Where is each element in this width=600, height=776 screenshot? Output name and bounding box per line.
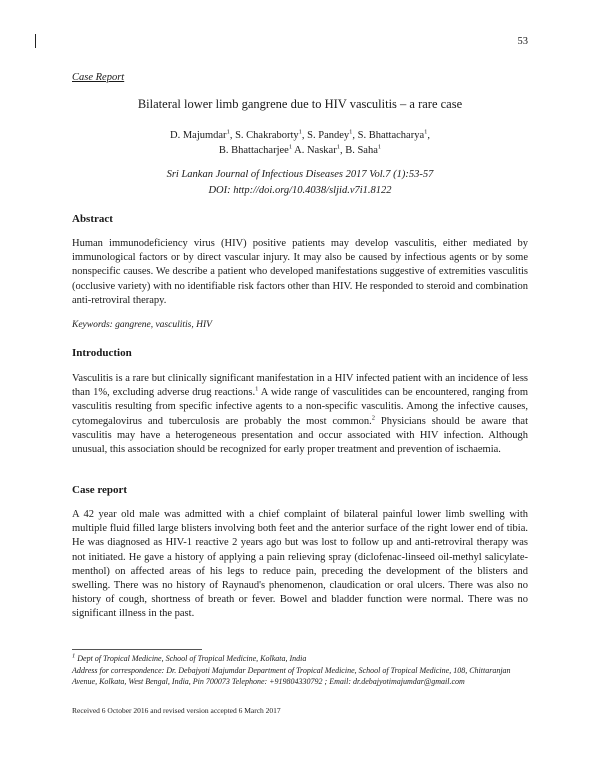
author-name: B. Saha — [345, 145, 378, 156]
affiliation-marker: 1 — [377, 143, 382, 151]
author-name: B. Bhattacharjee — [218, 145, 289, 156]
affiliation-marker: 1 — [336, 143, 340, 151]
affiliation-marker: 1 — [288, 143, 293, 151]
affiliation-marker: 1 — [298, 128, 302, 136]
author-name: S. Bhattacharya — [357, 130, 425, 141]
reference-marker: 1 — [255, 385, 259, 393]
reference-marker: 2 — [371, 414, 375, 422]
author — [358, 130, 430, 141]
page-number: 53 — [517, 36, 528, 47]
section-label: Case Report — [72, 72, 125, 83]
footnote-divider — [72, 649, 202, 650]
author — [294, 145, 345, 156]
author-separator: , — [352, 130, 358, 141]
intro-text-part: A wide range of vasculitides can be encountered, ranging from vasculitis resulting from specific infective agents to a non-specific vasculitis. Among the infective causes, cytomegalovirus and tuberculosis are probably the most common. — [72, 387, 528, 427]
case-report-heading: Case report — [72, 484, 128, 496]
affiliation-marker: 1 — [72, 652, 76, 660]
affiliation-marker: 1 — [349, 128, 353, 136]
case-report-text: A 42 year old male was admitted with a chief complaint of bilateral painful lower limb swelling with multiple fluid filled large blisters involving both feet and the anterior surface of the right lower end of tibia. He was diagnosed as HIV-1 reactive 2 years ago but was lost to follow up and anti-retroviral therapy was not initiated. He gave a history of applying a pain relieving spray (diclofenac-linseed oil-methyl salicylate-menthol) on affected areas of his legs to reduce pain, preceding the development of the blisters and swelling. There was no history of Raynaud's phenomenon, claudication or oral ulcers. There was also no history of cough, shortness of breath or fever. Bowel and bladder function were normal. There was no significant illness in the past. — [72, 509, 528, 620]
article-title: Bilateral lower limb gangrene due to HIV vasculitis – a rare case — [137, 97, 463, 111]
introduction-text — [72, 372, 528, 457]
journal-citation: Sri Lankan Journal of Infectious Diseases 2017 Vol.7 (1):53-57 — [166, 169, 434, 180]
author — [307, 130, 358, 141]
author — [170, 130, 235, 141]
abstract-heading: Abstract — [72, 213, 113, 225]
margin-mark — [35, 34, 36, 48]
keywords: Keywords: gangrene, vasculitis, HIV — [72, 320, 212, 330]
author-name: A. Naskar — [294, 145, 337, 156]
author — [235, 130, 307, 141]
author-name: S. Pandey — [307, 130, 350, 141]
author-separator: , — [229, 130, 236, 141]
affiliation-marker: 1 — [424, 128, 428, 136]
affiliation-footnote — [72, 654, 528, 665]
intro-text-part: Physicians should be aware that vasculitis may have a heterogeneous presentation and occur associated with HIV infection. Although unusual, this association should be recognized for early proper treatment and prevention of ischaemia. — [72, 415, 528, 456]
journal-info — [72, 167, 528, 199]
affiliation-text: Dept of Tropical Medicine, School of Tropical Medicine, Kolkata, India — [75, 654, 307, 663]
introduction-heading: Introduction — [72, 347, 132, 359]
affiliation-marker: 1 — [226, 128, 230, 136]
author-list — [72, 128, 528, 158]
author-separator: , — [427, 130, 430, 141]
doi-link[interactable]: DOI: http://doi.org/10.4038/sljid.v7i1.8122 — [208, 185, 392, 196]
intro-text-part: Vasculitis is a rare but clinically significant manifestation in a HIV infected patient with an incidence of less than 1%, excluding adverse drug reactions. — [72, 373, 528, 399]
author-separator: , — [301, 130, 308, 141]
author-name: D. Majumdar — [169, 130, 227, 141]
author — [345, 145, 381, 156]
received-date: Received 6 October 2016 and revised version accepted 6 March 2017 — [72, 706, 281, 715]
author — [219, 145, 294, 156]
abstract-text: Human immunodeficiency virus (HIV) positive patients may develop vasculitis, either mediated by immunological factors or by direct vascular injury. It may also be caused by infectious agents or by some nonspecific causes. We describe a patient who developed manifestations suggestive of extremities vasculitis (occlusive variety) with no identifiable risk factors other than HIV. He responded to steroid and combination anti-retroviral therapy. — [72, 238, 528, 306]
correspondence-footnote: Address for correspondence: Dr. Debajyoti Majumdar Department of Tropical Medicine, School of Tropical Medicine, 108, Chittaranjan Avenue, Kolkata, West Bengal, India, Pin 700073 Telephone: +919804330792 ; Email: dr.debajyotimajumdar@gmail.com — [72, 666, 511, 686]
author-name: S. Chakraborty — [235, 130, 299, 141]
author-separator: , — [339, 145, 346, 156]
